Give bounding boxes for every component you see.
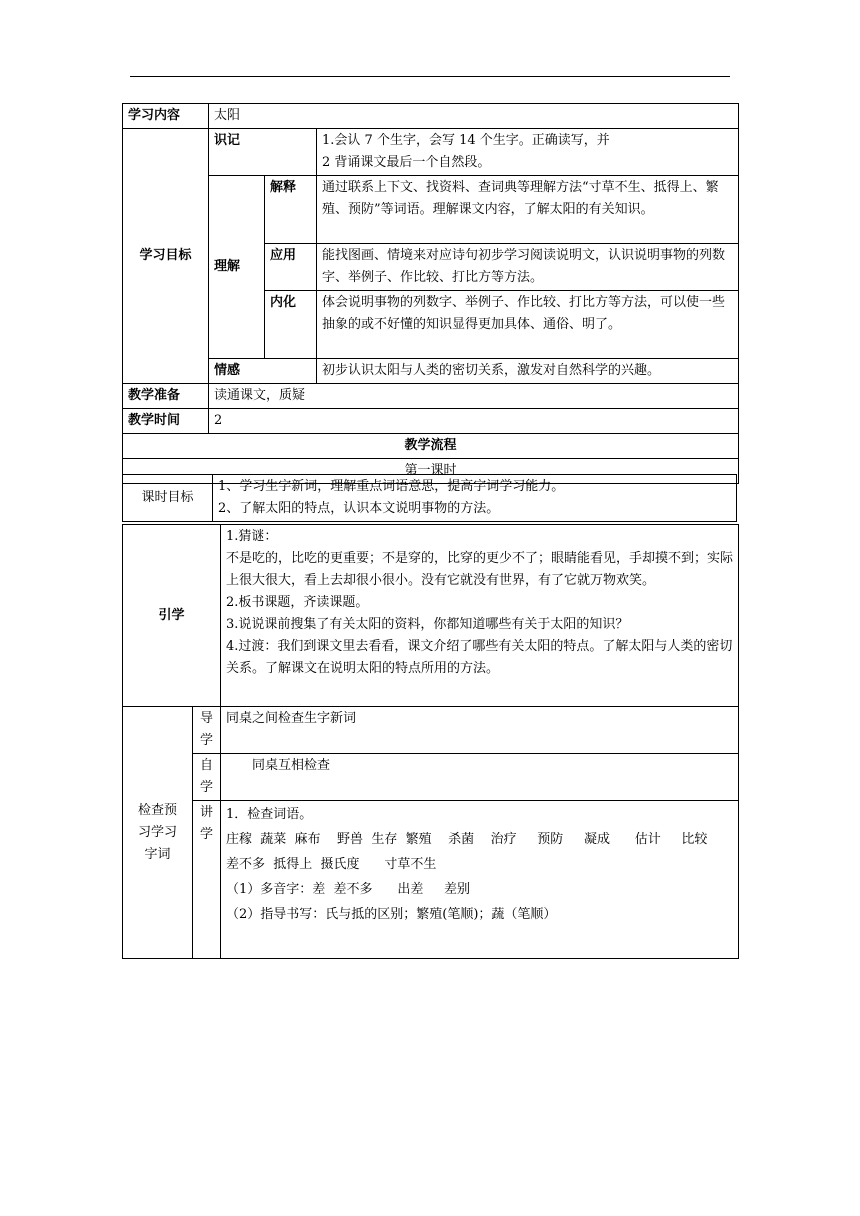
intro-label: 引学 (123, 525, 221, 707)
lecture-label: 讲学 (193, 801, 221, 959)
prep-label: 教学准备 (123, 384, 209, 409)
self-text: 同桌互相检查 (221, 754, 739, 801)
internal-label: 内化 (265, 291, 317, 359)
memory-label: 识记 (209, 129, 317, 176)
flow-title: 教学流程 (123, 434, 739, 459)
lecture-text: 1．检查词语。 庄稼 蔬菜 麻布 野兽 生存 繁殖 杀菌 治疗 预防 凝成 估计 比较 差不多 抵得上 摄氏度 寸草不生 （1）多音字：差 差不多 出差 差别 （2）指导书写：氏与抵的区别；繁殖(笔顺)；蔬（笔顺） (221, 801, 739, 959)
internal-text: 体会说明事物的列数字、举例子、作比较、打比方等方法，可以使一些抽象的或不好懂的知识显得更加具体、通俗、明了。 (317, 291, 739, 359)
explain-text: 通过联系上下文、找资料、查词典等理解方法“寸草不生、抵得上、繁殖、预防”等词语。理解课文内容，了解太阳的有关知识。 (317, 176, 739, 244)
objectives-label: 课时目标 (123, 475, 213, 522)
header-rule (130, 76, 730, 77)
content-value: 太阳 (209, 104, 739, 129)
lesson-title: 第一课时 (123, 459, 739, 484)
time-label: 教学时间 (123, 409, 209, 434)
goals-label: 学习目标 (123, 129, 209, 384)
intro-table (122, 524, 739, 707)
prep-value: 读通课文，质疑 (209, 384, 739, 409)
guide-text: 同桌之间检查生字新词 (221, 707, 739, 754)
content-label: 学习内容 (123, 104, 209, 129)
preview-table (122, 706, 739, 959)
understand-label: 理解 (209, 176, 265, 359)
lesson-plan-table (122, 103, 739, 484)
emotion-text: 初步认识太阳与人类的密切关系，激发对自然科学的兴趣。 (317, 359, 739, 384)
objectives-text: 1、学习生字新词，理解重点词语意思，提高字词学习能力。 2、了解太阳的特点，认识本文说明事物的方法。 (213, 475, 737, 522)
intro-text: 1.猜谜： 不是吃的，比吃的更重要；不是穿的，比穿的更少不了；眼睛能看见，手却摸不到；实际上很大很大，看上去却很小很小。没有它就没有世界，有了它就万物欢笑。 2.板书课题，齐读课题。 3.说说课前搜集了有关太阳的资料，你都知道哪些有关于太阳的知识？ 4.过渡：我们到课文里去看看，课文介绍了哪些有关太阳的特点。了解太阳与人类的密切关系。了解课文在说明太阳的特点所用的方法。 (221, 525, 739, 707)
emotion-label: 情感 (209, 359, 317, 384)
time-value: 2 (209, 409, 739, 434)
objectives-table (122, 474, 737, 522)
memory-text: 1.会认 7 个生字，会写 14 个生字。正确读写，并 2 背诵课文最后一个自然段。 (317, 129, 739, 176)
apply-text: 能找图画、情境来对应诗句初步学习阅读说明文，认识说明事物的列数字、举例子、作比较、打比方等方法。 (317, 244, 739, 291)
preview-label: 检查预习学习字词 (123, 707, 193, 959)
guide-label: 导学 (193, 707, 221, 754)
apply-label: 应用 (265, 244, 317, 291)
self-label: 自学 (193, 754, 221, 801)
explain-label: 解释 (265, 176, 317, 244)
